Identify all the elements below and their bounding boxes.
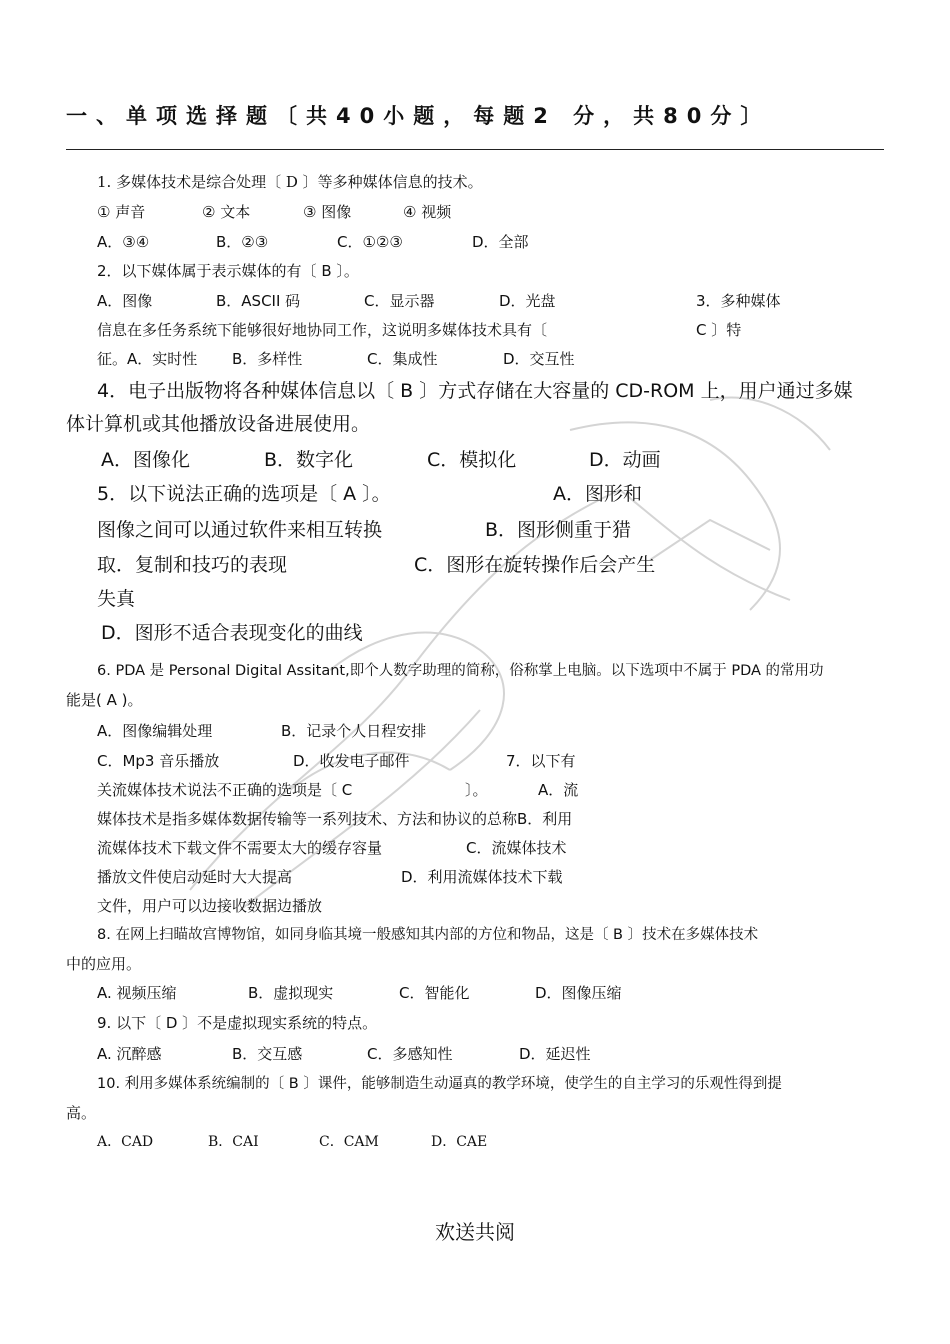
q10-option-d: D．CAE bbox=[431, 1134, 488, 1150]
question-4-stem: 4．电子出版物将各种媒体信息以〔 B 〕方式存储在大容量的 CD-ROM 上，用户通过多媒 bbox=[97, 380, 853, 402]
q6-option-b: B．记录个人日程安排 bbox=[281, 722, 427, 740]
question-8-stem-cont: 中的应用。 bbox=[66, 955, 142, 973]
question-8-stem: 8. 在网上扫瞄故宫博物馆，如同身临其境一般感知其内部的方位和物品，这是〔 B 〕技术在多媒体技术 bbox=[97, 927, 759, 943]
question-10-stem-cont: 高。 bbox=[66, 1104, 97, 1122]
page-footer: 欢送共阅 bbox=[435, 1220, 515, 1244]
q3-option-c: C．集成性 bbox=[367, 350, 438, 368]
q3-option-a: 征。A．实时性 bbox=[97, 350, 198, 368]
q5-option-c-start: C．图形在旋转操作后会产生 bbox=[414, 554, 656, 576]
q7-option-a-start: A．流 bbox=[538, 781, 579, 799]
question-3-answer: C 〕特 bbox=[696, 321, 742, 339]
q4-option-a: A．图像化 bbox=[101, 449, 190, 471]
q1-option-d: D．全部 bbox=[472, 233, 529, 251]
q5-option-a-start: A．图形和 bbox=[553, 483, 642, 505]
question-7-stem-end: 〕。 bbox=[465, 781, 488, 799]
q4-option-d: D．动画 bbox=[589, 449, 661, 471]
question-1-stem: 1. 多媒体技术是综合处理〔 D 〕等多种媒体信息的技术。 bbox=[97, 173, 483, 191]
q1-item-3: ③ 图像 bbox=[303, 203, 352, 221]
q2-option-b: B．ASCII 码 bbox=[216, 292, 301, 310]
question-10-stem: 10. 利用多媒体系统编制的〔 B 〕课件，能够制造生动逼真的教学环境，使学生的自主学习的乐观性得到提 bbox=[97, 1076, 782, 1092]
q8-option-b: B．虚拟现实 bbox=[248, 984, 334, 1002]
q10-option-b: B．CAI bbox=[208, 1134, 259, 1150]
q8-option-c: C．智能化 bbox=[399, 984, 470, 1002]
q10-option-a: A．CAD bbox=[97, 1134, 154, 1150]
q4-option-c: C．模拟化 bbox=[427, 449, 517, 471]
q1-item-2: ② 文本 bbox=[202, 203, 251, 221]
q1-option-b: B．②③ bbox=[216, 233, 269, 251]
q9-option-d: D．延迟性 bbox=[519, 1045, 591, 1063]
q6-option-d: D．收发电子邮件 bbox=[293, 752, 410, 770]
q1-item-4: ④ 视频 bbox=[403, 203, 452, 221]
question-9-stem: 9. 以下〔 D 〕不是虚拟现实系统的特点。 bbox=[97, 1014, 378, 1032]
q3-option-d: D．交互性 bbox=[503, 350, 575, 368]
q5-option-c: 失真 bbox=[97, 588, 136, 610]
question-2-stem: 2．以下媒体属于表示媒体的有〔 B 〕。 bbox=[97, 262, 359, 280]
q5-option-b-start: B．图形侧重于猎 bbox=[485, 519, 632, 541]
q6-option-a: A．图像编辑处理 bbox=[97, 722, 213, 740]
heading-divider bbox=[66, 149, 884, 150]
q5-option-d: D．图形不适合表现变化的曲线 bbox=[101, 622, 363, 644]
q2-option-c: C．显示器 bbox=[364, 292, 435, 310]
section-heading: 一、单项选择题〔共40小题，每题2 分，共80分〕 bbox=[66, 104, 771, 128]
question-3-stem-start: 3．多种媒体 bbox=[696, 292, 781, 310]
q1-item-1: ① 声音 bbox=[97, 203, 146, 221]
question-7-stem: 关流媒体技术说法不正确的选项是〔 C bbox=[97, 781, 353, 799]
q7-option-c-start: C．流媒体技术 bbox=[466, 839, 567, 857]
question-7-stem-start: 7．以下有 bbox=[506, 752, 576, 770]
q9-option-b: B．交互感 bbox=[232, 1045, 303, 1063]
q1-option-a: A．③④ bbox=[97, 233, 150, 251]
question-6-stem: 6. PDA 是 Personal Digital Assitant,即个人数字助理的简称，俗称掌上电脑。以下选项中不属于 PDA 的常用功 bbox=[97, 663, 824, 679]
q6-option-c: C．Mp3 音乐播放 bbox=[97, 752, 220, 770]
q4-option-b: B．数字化 bbox=[264, 449, 354, 471]
question-6-stem-cont: 能是( A )。 bbox=[66, 691, 143, 709]
q2-option-a: A．图像 bbox=[97, 292, 153, 310]
q1-option-c: C．①②③ bbox=[337, 233, 403, 251]
q5-option-a: 图像之间可以通过软件来相互转换 bbox=[97, 519, 383, 541]
q7-option-b: 流媒体技术下载文件不需要太大的缓存容量 bbox=[97, 839, 383, 857]
question-5-stem: 5．以下说法正确的选项是〔 A 〕。 bbox=[97, 483, 391, 505]
q5-option-b: 取．复制和技巧的表现 bbox=[97, 554, 288, 576]
q7-option-d: 文件，用户可以边接收数据边播放 bbox=[97, 897, 323, 915]
question-4-stem-cont: 体计算机或其他播放设备进展使用。 bbox=[66, 413, 371, 435]
q7-option-a: 媒体技术是指多媒体数据传输等一系列技术、方法和协议的总称B．利用 bbox=[97, 810, 573, 828]
q9-option-c: C．多感知性 bbox=[367, 1045, 453, 1063]
q9-option-a: A. 沉醉感 bbox=[97, 1045, 162, 1063]
q8-option-d: D．图像压缩 bbox=[535, 984, 622, 1002]
q3-option-b: B．多样性 bbox=[232, 350, 303, 368]
q7-option-c: 播放文件使启动延时大大提高 bbox=[97, 868, 293, 886]
q2-option-d: D．光盘 bbox=[499, 292, 556, 310]
q10-option-c: C．CAM bbox=[319, 1134, 379, 1150]
question-3-stem: 信息在多任务系统下能够很好地协同工作，这说明多媒体技术具有〔 bbox=[97, 321, 548, 339]
q7-option-d-start: D．利用流媒体技术下载 bbox=[401, 868, 563, 886]
q8-option-a: A. 视频压缩 bbox=[97, 984, 177, 1002]
